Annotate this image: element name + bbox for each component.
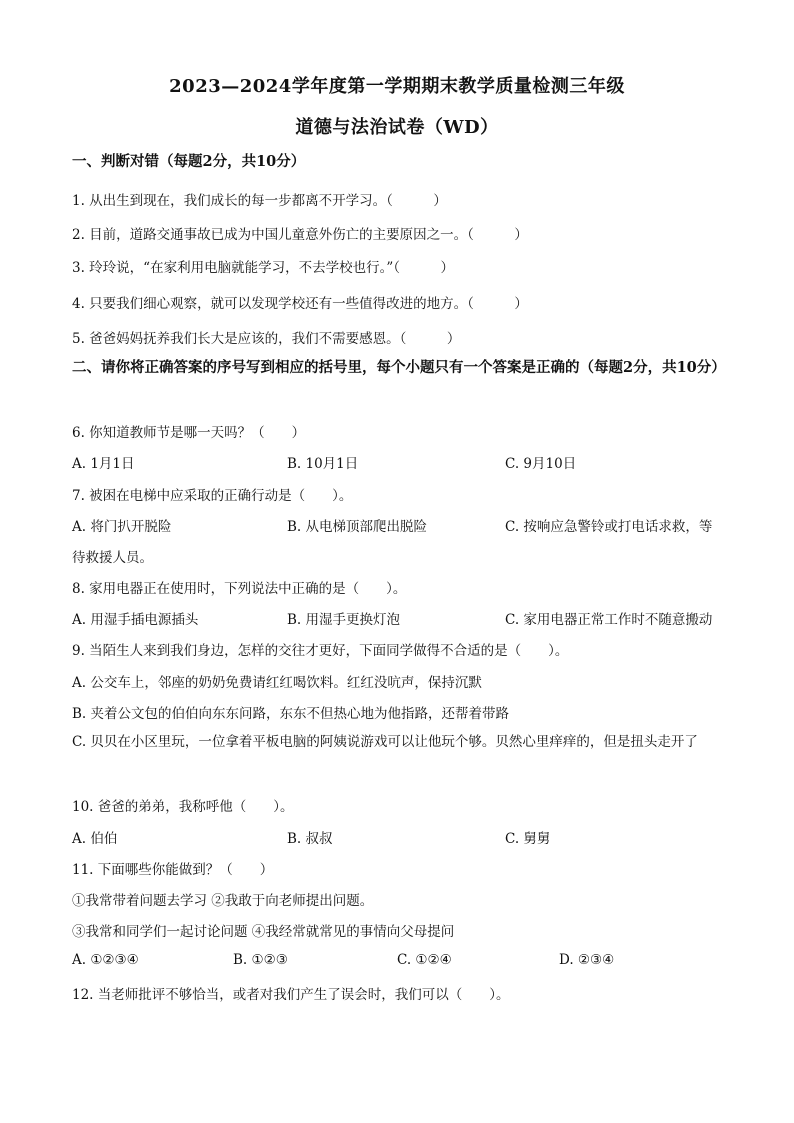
question-7-option-c: C. 按响应急警铃或打电话求救，等 xyxy=(505,519,713,535)
question-6: 6. 你知道教师节是哪一天吗？（ ） xyxy=(72,425,306,441)
question-8: 8. 家用电器正在使用时，下列说法中正确的是（ ）。 xyxy=(72,581,407,597)
question-11-option-d: D. ②③④ xyxy=(559,952,615,968)
question-9-option-c: C. 贝贝在小区里玩，一位拿着平板电脑的阿姨说游戏可以让他玩个够。贝然心里痒痒的，但是扭头走开了 xyxy=(72,734,698,750)
question-11-option-c: C. ①②④ xyxy=(397,952,452,968)
question-6-option-a: A. 1月1日 xyxy=(72,456,135,472)
exam-subtitle: 道德与法治试卷（WD） xyxy=(295,117,499,138)
question-8-option-c: C. 家用电器正常工作时不随意搬动 xyxy=(505,612,713,628)
question-4: 4. 只要我们细心观察，就可以发现学校还有一些值得改进的地方。（ ） xyxy=(72,296,528,312)
question-10: 10. 爸爸的弟弟，我称呼他（ ）。 xyxy=(72,799,294,815)
question-11: 11. 下面哪些你能做到？（ ） xyxy=(72,862,274,878)
question-8-option-b: B. 用湿手更换灯泡 xyxy=(287,612,401,628)
question-11-option-b: B. ①②③ xyxy=(233,952,288,968)
question-3: 3. 玲玲说，“在家利用电脑就能学习，不去学校也行。”（ ） xyxy=(72,260,454,276)
question-6-option-c: C. 9月10日 xyxy=(505,456,577,472)
question-5: 5. 爸爸妈妈抚养我们长大是应该的，我们不需要感恩。（ ） xyxy=(72,331,461,347)
question-10-option-b: B. 叔叔 xyxy=(287,831,333,847)
question-11-statements-1: ①我常带着问题去学习 ②我敢于向老师提出问题。 xyxy=(72,893,374,909)
question-2: 2. 目前，道路交通事故已成为中国儿童意外伤亡的主要原因之一。（ ） xyxy=(72,227,528,243)
section-1-heading: 一、判断对错（每题2分，共10分） xyxy=(72,153,306,170)
question-7-option-a: A. 将门扒开脱险 xyxy=(72,519,172,535)
question-9: 9. 当陌生人来到我们身边，怎样的交往才更好，下面同学做得不合适的是（ ）。 xyxy=(72,643,569,659)
question-11-option-a: A. ①②③④ xyxy=(72,952,139,968)
section-2-heading: 二、请你将正确答案的序号写到相应的括号里，每个小题只有一个答案是正确的（每题2分，共10分） xyxy=(72,359,726,376)
question-6-option-b: B. 10月1日 xyxy=(287,456,359,472)
exam-title: 2023—2024学年度第一学期期末教学质量检测三年级 xyxy=(169,76,625,97)
question-10-option-c: C. 舅舅 xyxy=(505,831,551,847)
question-7-option-c-continuation: 待救援人员。 xyxy=(72,550,153,566)
question-1: 1. 从出生到现在，我们成长的每一步都离不开学习。（ ） xyxy=(72,193,447,209)
question-10-option-a: A. 伯伯 xyxy=(72,831,118,847)
question-7-option-b: B. 从电梯顶部爬出脱险 xyxy=(287,519,428,535)
question-11-statements-2: ③我常和同学们一起讨论问题 ④我经常就常见的事情向父母提问 xyxy=(72,924,455,940)
question-9-option-b: B. 夹着公文包的伯伯向东东问路，东东不但热心地为他指路，还帮着带路 xyxy=(72,706,510,722)
question-7: 7. 被困在电梯中应采取的正确行动是（ ）。 xyxy=(72,488,353,504)
question-12: 12. 当老师批评不够恰当，或者对我们产生了误会时，我们可以（ ）。 xyxy=(72,987,510,1003)
question-9-option-a: A. 公交车上，邻座的奶奶免费请红红喝饮料。红红没吭声，保持沉默 xyxy=(72,675,482,691)
question-8-option-a: A. 用湿手插电源插头 xyxy=(72,612,199,628)
